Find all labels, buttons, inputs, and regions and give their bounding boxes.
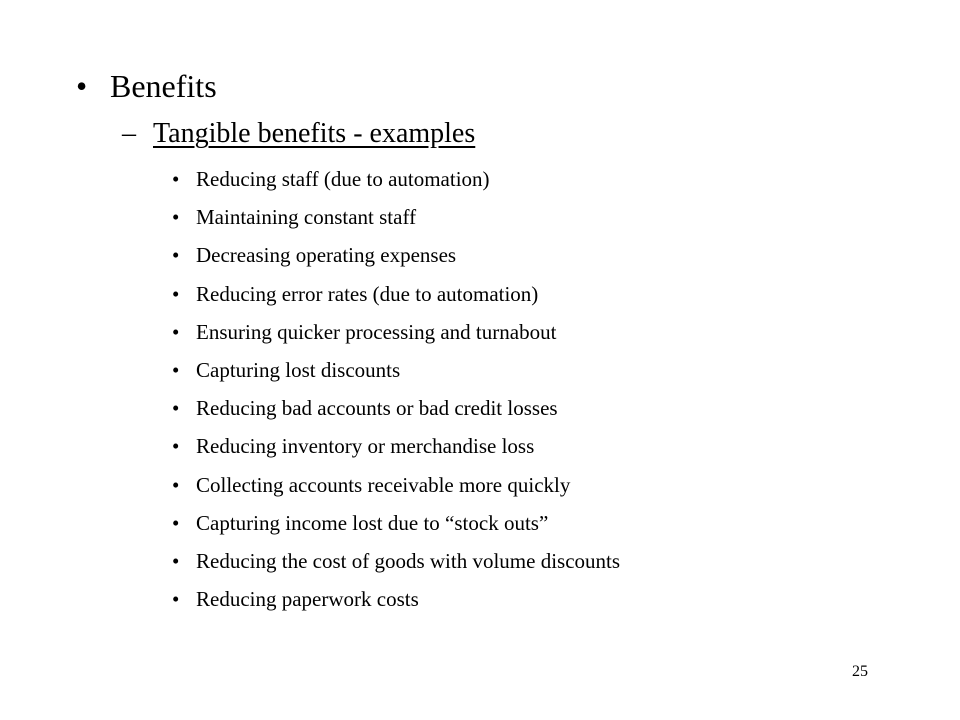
- benefit-list: [172, 160, 620, 618]
- list-item: [172, 427, 620, 465]
- list-item: [172, 466, 620, 504]
- list-item: [172, 351, 620, 389]
- list-item-text: Reducing error rates (due to automation): [196, 281, 539, 306]
- list-item-text: Ensuring quicker processing and turnabout: [196, 319, 557, 344]
- dash-icon: –: [122, 118, 136, 149]
- list-item: [172, 275, 620, 313]
- bullet-icon: •: [172, 281, 180, 306]
- sub-bullet: [122, 114, 475, 154]
- list-item: [172, 160, 620, 198]
- bullet-icon: •: [172, 434, 180, 459]
- bullet-icon: •: [172, 167, 180, 191]
- list-item-text: Reducing bad accounts or bad credit losses: [196, 396, 558, 421]
- bullet-icon: •: [172, 587, 180, 612]
- slide-title: Benefits: [110, 68, 217, 104]
- list-item-text: Maintaining constant staff: [196, 205, 417, 230]
- list-item: [172, 389, 620, 427]
- bullet-icon: •: [172, 205, 180, 230]
- bullet-icon: •: [172, 243, 180, 268]
- list-item: [172, 580, 620, 618]
- page-number: 25: [852, 663, 868, 680]
- bullet-icon: •: [172, 472, 180, 497]
- list-item-text: Capturing lost discounts: [196, 357, 401, 382]
- subheading: Tangible benefits - examples: [153, 118, 476, 149]
- bullet-icon: •: [76, 68, 88, 104]
- main-bullet: [76, 62, 217, 110]
- list-item-text: Reducing staff (due to automation): [196, 167, 490, 191]
- list-item: [172, 542, 620, 580]
- list-item: [172, 198, 620, 236]
- list-item-text: Reducing the cost of goods with volume discounts: [196, 548, 621, 573]
- bullet-icon: •: [172, 319, 180, 344]
- list-item: [172, 236, 620, 274]
- list-item-text: Collecting accounts receivable more quickly: [196, 472, 571, 497]
- bullet-icon: •: [172, 357, 180, 382]
- bullet-icon: •: [172, 510, 180, 535]
- list-item-text: Decreasing operating expenses: [196, 243, 457, 268]
- list-item: [172, 313, 620, 351]
- list-item-text: Reducing paperwork costs: [196, 587, 419, 612]
- bullet-icon: •: [172, 548, 180, 573]
- list-item: [172, 504, 620, 542]
- list-item-text: Capturing income lost due to “stock outs”: [196, 510, 549, 535]
- bullet-icon: •: [172, 396, 180, 421]
- list-item-text: Reducing inventory or merchandise loss: [196, 434, 535, 459]
